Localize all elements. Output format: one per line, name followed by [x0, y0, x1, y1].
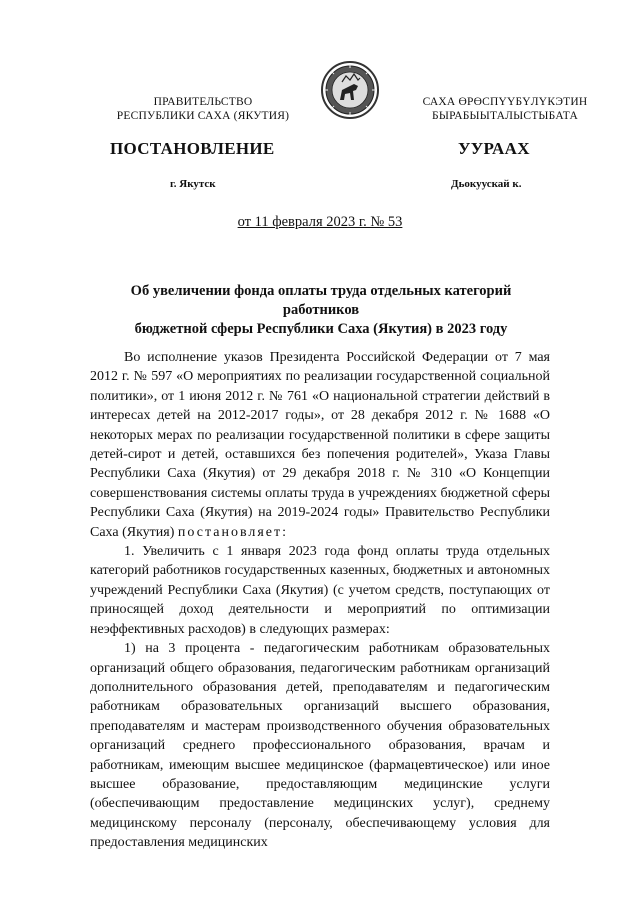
paragraph-item-1: 1. Увеличить с 1 января 2023 года фонд оплаты труда отдельных категорий работников государственных казенных, бюджетных и автономных учреждений Республики Саха (Якутия) (с учетом средств, поступающих от приносящей доход деятельности и мероприятий по оптимизации неэффективных расходов) в следующих размерах: — [90, 544, 550, 637]
title-line1: Об увеличении фонда оплаты труда отдельных категорий работников — [130, 283, 512, 318]
government-line2: РЕСПУБЛИКИ САХА (ЯКУТИЯ) — [116, 110, 290, 122]
title-line2: бюджетной сферы Республики Саха (Якутия) в 2023 году — [134, 321, 508, 337]
government-name-sah — [380, 95, 630, 123]
government-name-ru — [88, 95, 318, 123]
doc-type-sah: УУРААХ — [458, 139, 530, 158]
paragraph-subitem-1: 1) на 3 процента - педагогическим работникам образовательных организаций общего образования, педагогическим работникам организаций дополнительного образования детей, преподавателям и педагогическим работникам образовательных организаций высшего образования, преподавателям и мастерам производственного обучения образовательных организаций среднего профессионального образования, врачам и работникам, имеющим высшее медицинское (фармацевтическое) или иное высшее образование, предоставляющим медицинские услуги (обеспечивающим предоставление медицинских услуг), среднему медицинскому персоналу (персоналу, обеспечивающему условия для предоставления медицинских — [90, 641, 550, 851]
city-sah: Дьокуускай к. — [451, 178, 522, 190]
city-ru: г. Якутск — [170, 178, 216, 190]
doc-type-ru: ПОСТАНОВЛЕНИЕ — [110, 139, 275, 158]
preamble-text: Во исполнение указов Президента Российской Федерации от 7 мая 2012 г. № 597 «О мероприятиях по реализации государственной социальной политики», от 1 июня 2012 г. № 761 «О национальной стратегии действий в интересах детей на 2012-2017 годы», от 28 декабря 2012 г. № 1688 «О некоторых мерах по реализации государственной политики в сфере защиты детей-сирот и детей, оставшихся без попечения родителей», Указа Главы Республики Саха (Якутия) от 29 декабря 2018 г. № 310 «О Концепции совершенствования системы оплаты труда в учреждениях бюджетной сферы Республики Саха (Якутия) на 2019-2024 годы» Правительство Республики Саха (Якутия) — [90, 350, 550, 540]
document-title — [96, 282, 546, 339]
document-body — [90, 348, 550, 853]
date-number-text: от 11 февраля 2023 г. № 53 — [237, 214, 403, 230]
document-date-number — [0, 214, 640, 231]
coat-of-arms-emblem — [320, 60, 380, 120]
resolves-word: постановляет: — [177, 524, 289, 540]
government-sah-line1: САХА ӨРӨСПҮҮБҮЛҮКЭТИН — [422, 96, 588, 108]
government-line1: ПРАВИТЕЛЬСТВО — [153, 96, 253, 108]
government-sah-line2: БЫРАБЫЫТАЛЫСТЫБАТА — [432, 110, 578, 122]
paragraph-preamble — [90, 348, 550, 542]
